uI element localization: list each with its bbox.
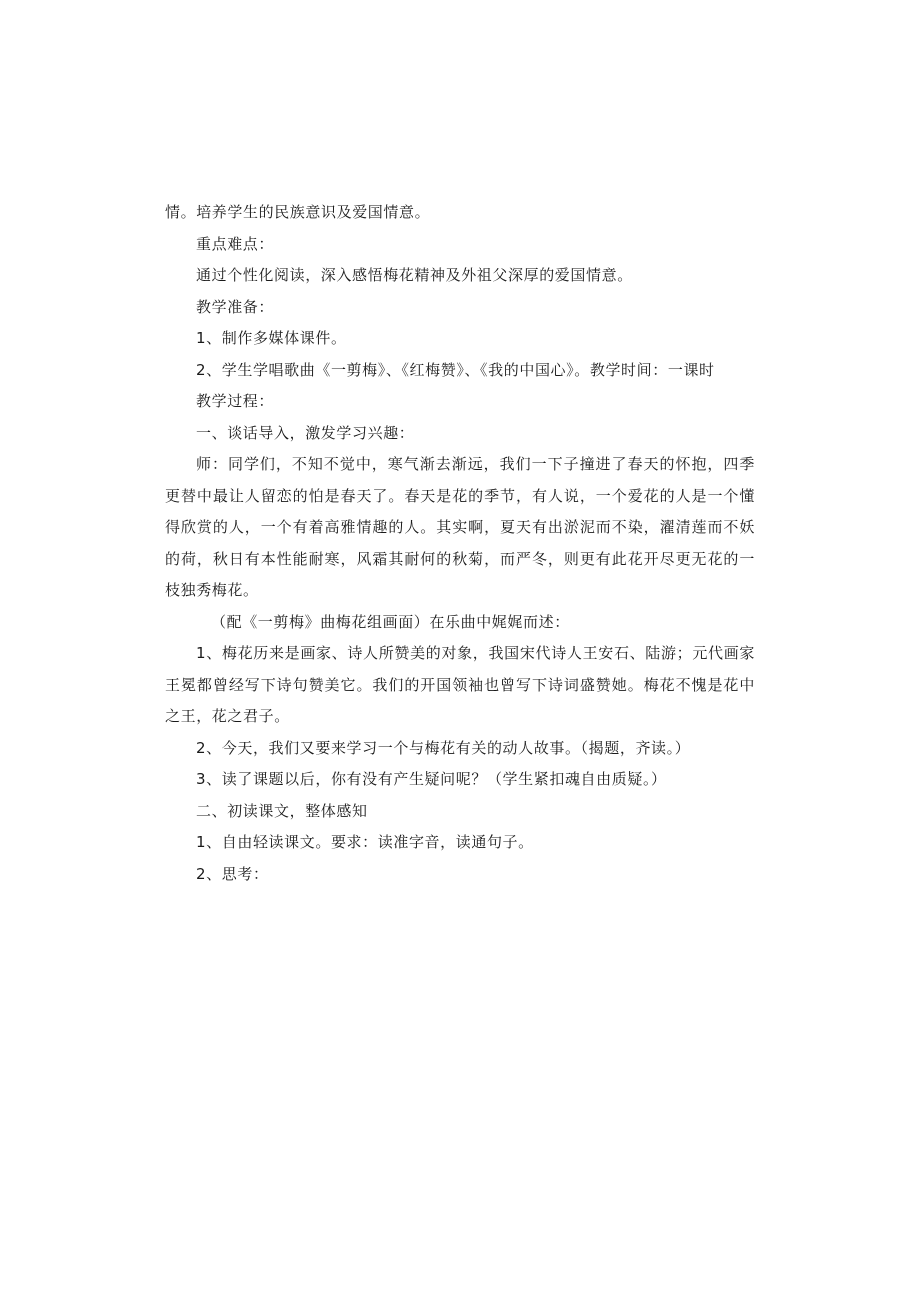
paragraph-music-note: （配《一剪梅》曲梅花组画面）在乐曲中娓娓而述： bbox=[211, 612, 570, 631]
document-body bbox=[165, 197, 755, 890]
heading-teaching-preparation: 教学准备： bbox=[196, 297, 275, 316]
list-item-intro-1: 1、梅花历来是画家、诗人所赞美的对象，我国宋代诗人王安石、陆游；元代画家王冕都曾经写下诗句赞美它。我们的开国领袖也曾写下诗词盛赞她。梅花不愧是花中之王，花之君子。 bbox=[165, 644, 755, 725]
paragraph-continuation: 情。培养学生的民族意识及爱国情意。 bbox=[165, 203, 431, 221]
list-item-reading-1: 1、自由轻读课文。要求：读准字音，读通句子。 bbox=[196, 833, 534, 851]
section-heading-introduction: 一、谈话导入，激发学习兴趣： bbox=[196, 423, 415, 442]
paragraph-teacher-speech: 师：同学们，不知不觉中，寒气渐去渐远，我们一下子撞进了春天的怀抱，四季更替中最让人留恋的怕是春天了。春天是花的季节，有人说，一个爱花的人是一个懂得欣赏的人，一个有着高雅情趣的人。其实啊，夏天有出淤泥而不染，濯清莲而不妖的荷，秋日有本性能耐寒，风霜其耐何的秋菊，而严冬，则更有此花开尽更无花的一枝独秀梅花。 bbox=[165, 455, 755, 599]
paragraph-key-difficulties: 通过个性化阅读，深入感悟梅花精神及外祖父深厚的爱国情意。 bbox=[196, 266, 633, 284]
list-item-intro-3: 3、读了课题以后，你有没有产生疑问呢？（学生紧扣魂自由质疑。） bbox=[196, 770, 667, 788]
section-heading-first-reading: 二、初读课文，整体感知 bbox=[196, 801, 368, 820]
heading-key-difficulties: 重点难点： bbox=[196, 234, 275, 253]
heading-teaching-process: 教学过程： bbox=[196, 392, 275, 410]
list-item-reading-2: 2、思考： bbox=[196, 864, 269, 883]
list-item-preparation-1: 1、制作多媒体课件。 bbox=[196, 329, 347, 347]
list-item-intro-2: 2、今天，我们又要来学习一个与梅花有关的动人故事。（揭题，齐读。） bbox=[196, 738, 691, 757]
list-item-preparation-2: 2、学生学唱歌曲《一剪梅》、《红梅赞》、《我的中国心》。教学时间：一课时 bbox=[196, 360, 715, 379]
